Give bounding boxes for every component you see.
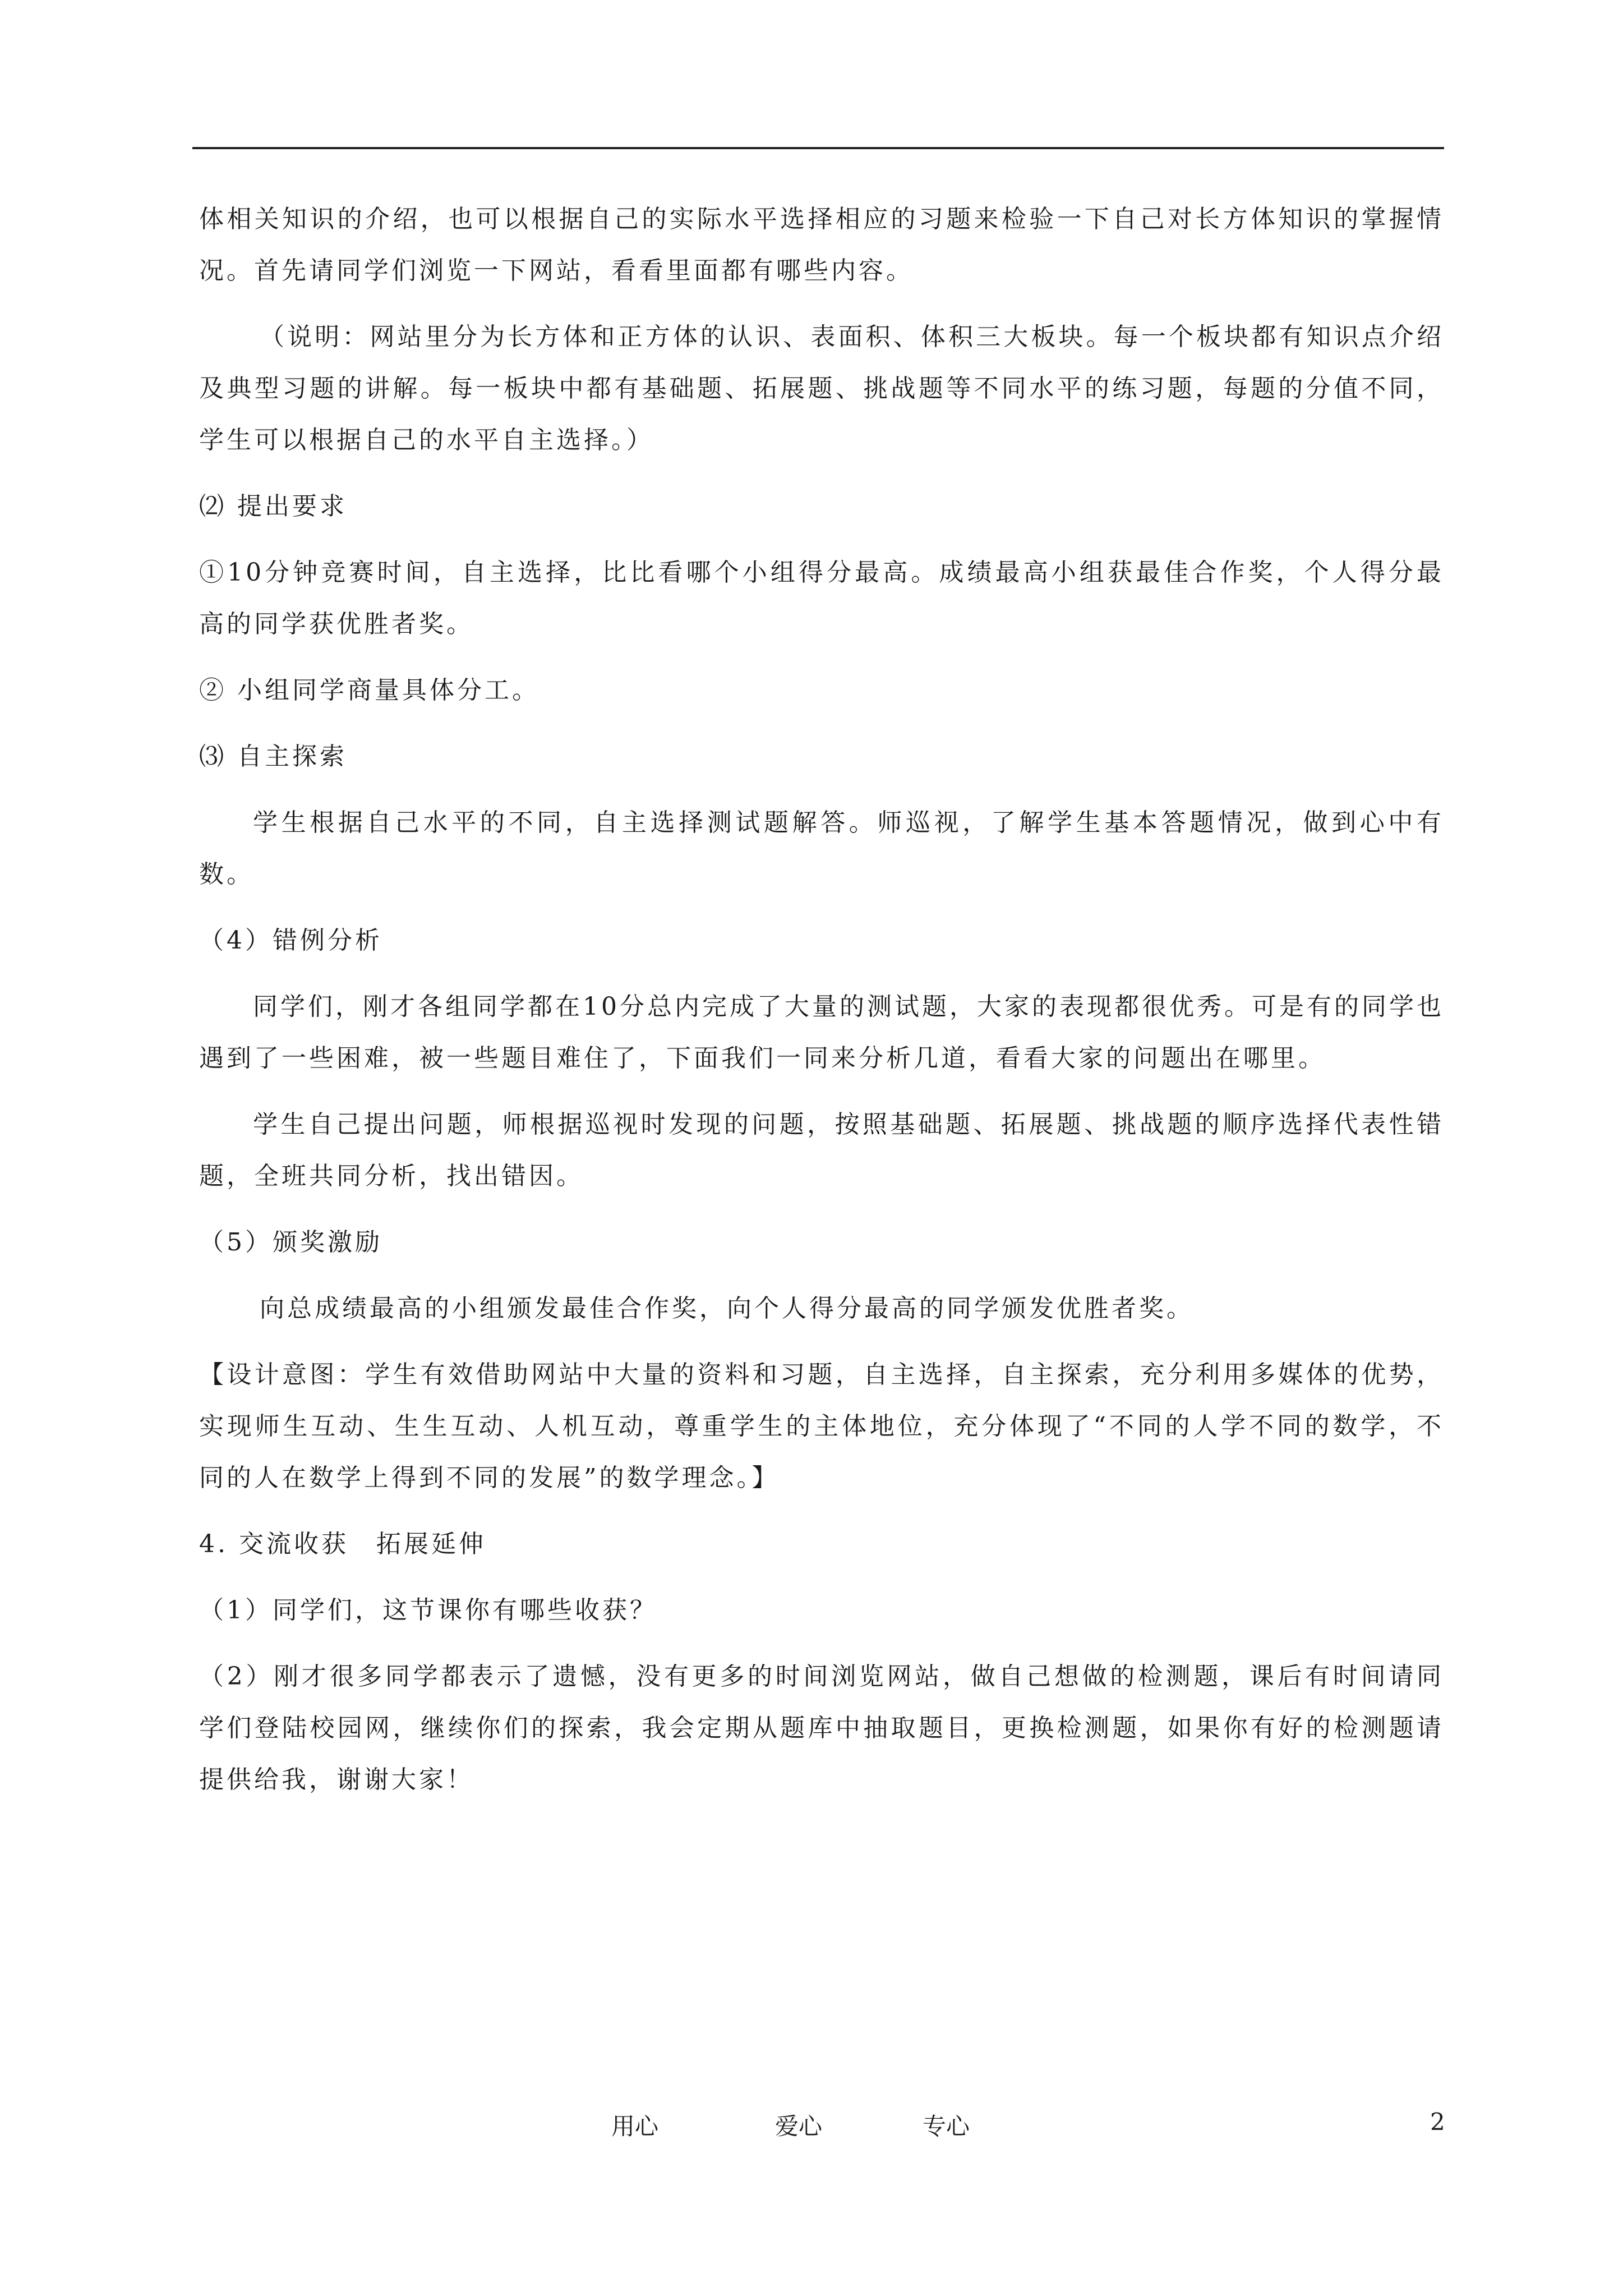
heading-exchange: 4. 交流收获 拓展延伸 xyxy=(199,1530,486,1558)
heading-error-analysis: （4）错例分析 xyxy=(199,926,382,955)
heading-awards: （5）颁奖激励 xyxy=(199,1228,382,1257)
paragraph-question-2: （2）刚才很多同学都表示了遗憾，没有更多的时间浏览网站，做自己想做的检测题，课后有时间请同学们登陆校园网，继续你们的探索，我会定期从题库中抽取题目，更换检测题，如果你有好的检测题请提供给我，谢谢大家！ xyxy=(199,1662,1444,1794)
heading-self-explore: ⑶ 自主探索 xyxy=(199,742,347,771)
page-footer xyxy=(0,2108,1623,2142)
heading-requirements: ⑵ 提出要求 xyxy=(199,492,347,521)
paragraph-error-analysis-2: 学生自己提出问题，师根据巡视时发现的问题，按照基础题、拓展题、挑战题的顺序选择代表性错题，全班共同分析，找出错因。 xyxy=(199,1110,1444,1190)
paragraph-self-explore: 学生根据自己水平的不同，自主选择测试题解答。师巡视，了解学生基本答题情况，做到心中有数。 xyxy=(199,808,1444,889)
paragraph-website-intro: 体相关知识的介绍，也可以根据自己的实际水平选择相应的习题来检验一下自己对长方体知识的掌握情况。首先请同学们浏览一下网站，看看里面都有哪些内容。 xyxy=(199,205,1444,285)
paragraph-requirement-2: ② 小组同学商量具体分工。 xyxy=(199,676,540,705)
page-number: 2 xyxy=(1430,2108,1445,2136)
footer-motto-2: 爱心 xyxy=(775,2113,823,2140)
footer-motto-3: 专心 xyxy=(923,2113,970,2140)
paragraph-requirement-1: ①10分钟竞赛时间，自主选择，比比看哪个小组得分最高。成绩最高小组获最佳合作奖，个人得分最高的同学获优胜者奖。 xyxy=(199,558,1444,638)
paragraph-error-analysis-1: 同学们，刚才各组同学都在10分总内完成了大量的测试题，大家的表现都很优秀。可是有的同学也遇到了一些困难，被一些题目难住了，下面我们一同来分析几道，看看大家的问题出在哪里。 xyxy=(199,992,1444,1073)
paragraph-awards: 向总成绩最高的小组颁发最佳合作奖，向个人得分最高的同学颁发优胜者奖。 xyxy=(260,1294,1194,1323)
footer-motto-1: 用心 xyxy=(611,2113,659,2140)
paragraph-question-1: （1）同学们，这节课你有哪些收获？ xyxy=(199,1596,657,1625)
paragraph-note: （说明：网站里分为长方体和正方体的认识、表面积、体积三大板块。每一个板块都有知识点介绍及典型习题的讲解。每一板块中都有基础题、拓展题、挑战题等不同水平的练习题，每题的分值不同，学生可以根据自己的水平自主选择。） xyxy=(199,323,1444,454)
header-rule xyxy=(192,147,1444,149)
paragraph-design-intent: 【设计意图：学生有效借助网站中大量的资料和习题，自主选择，自主探索，充分利用多媒体的优势，实现师生互动、生生互动、人机互动，尊重学生的主体地位，充分体现了“不同的人学不同的数学，不同的人在数学上得到不同的发展”的数学理念。】 xyxy=(199,1360,1444,1492)
document-body xyxy=(199,194,1444,1820)
